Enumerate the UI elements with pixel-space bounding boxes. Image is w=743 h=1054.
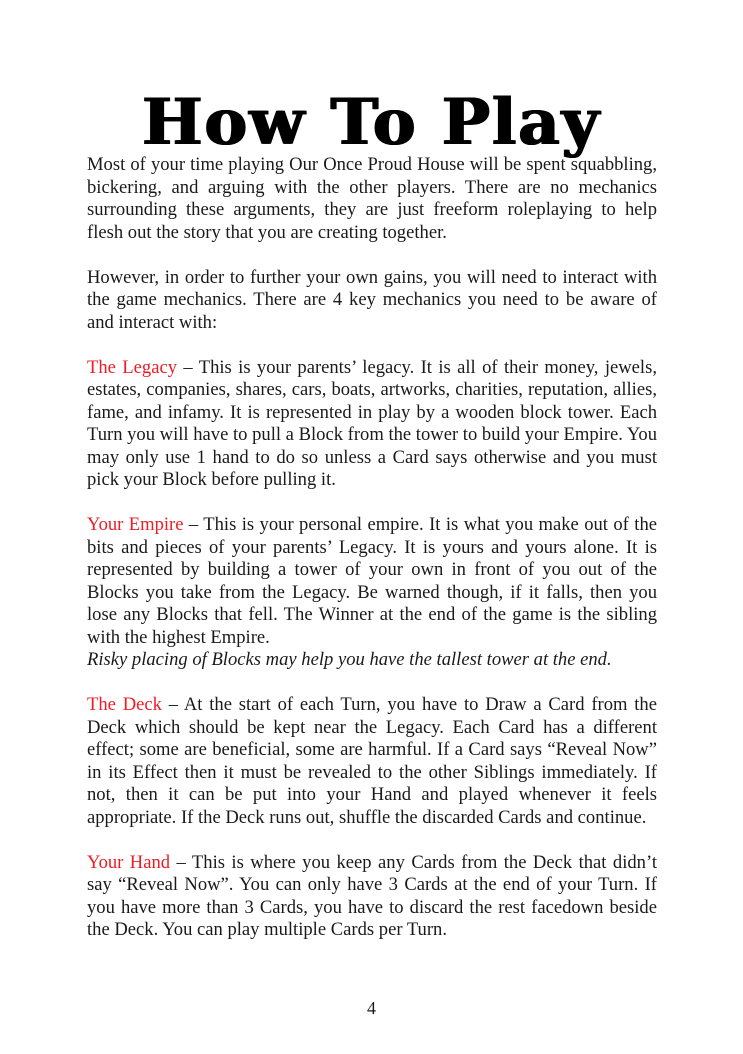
page-title: How To Play [142,84,601,160]
mechanic-legacy [87,357,657,492]
mechanic-deck-text: – At the start of each Turn, you have to Draw a Card from the Deck which should be kept near the Legacy. Each Card has a different effect; some are beneficial, some are harmful. If a Card says “Reveal Now” in its Effect then it must be revealed to the other Siblings immediately. If not, then it can be put into your Hand and played whenever it feels appropriate. If the Deck runs out, shuffle the discarded Cards and continue. [87,694,657,828]
mechanic-deck [87,694,657,829]
mechanic-legacy-text: – This is your parents’ legacy. It is all of their money, jewels, estates, companies, shares, cars, boats, artworks, charities, reputation, allies, fame, and infamy. It is represented in play by a wooden block tower. Each Turn you will have to pull a Block from the tower to build your Empire. You may only use 1 hand to do so unless a Card says otherwise and you must pick your Block before pulling it. [87,356,657,490]
intro-paragraph-2: However, in order to further your own gains, you will need to interact with the game mechanics. There are 4 key mechanics you need to be aware of and interact with: [87,266,657,333]
page-content [87,154,657,964]
term-your-hand: Your Hand [87,851,171,873]
term-the-deck: The Deck [87,694,162,715]
empire-tip-note: Risky placing of Blocks may help you have the tallest tower at the end. [87,649,612,670]
mechanic-hand [87,852,657,942]
page-number: 4 [367,998,376,1018]
mechanic-empire [87,514,657,672]
term-the-legacy: The Legacy [87,356,177,378]
intro-paragraph-1: Most of your time playing Our Once Proud House will be spent squabbling, bickering, and arguing with the other players. There are no mechanics surrounding these arguments, they are just freeform roleplaying to help flesh out the story that you are creating together. [87,154,657,243]
term-your-empire: Your Empire [87,514,184,535]
mechanic-hand-text: – This is where you keep any Cards from the Deck that didn’t say “Reveal Now”. You can only have 3 Cards at the end of your Turn. If you have more than 3 Cards, you have to discard the rest facedown beside the Deck. You can play multiple Cards per Turn. [87,851,657,940]
mechanic-empire-text: – This is your personal empire. It is what you make out of the bits and pieces of your parents’ Legacy. It is yours and yours alone. It is represented by building a tower of your own in front of you out of the Blocks you take from the Legacy. Be warned though, if it falls, then you lose any Blocks that fell. The Winner at the end of the game is the sibling with the highest Empire. [87,514,657,648]
